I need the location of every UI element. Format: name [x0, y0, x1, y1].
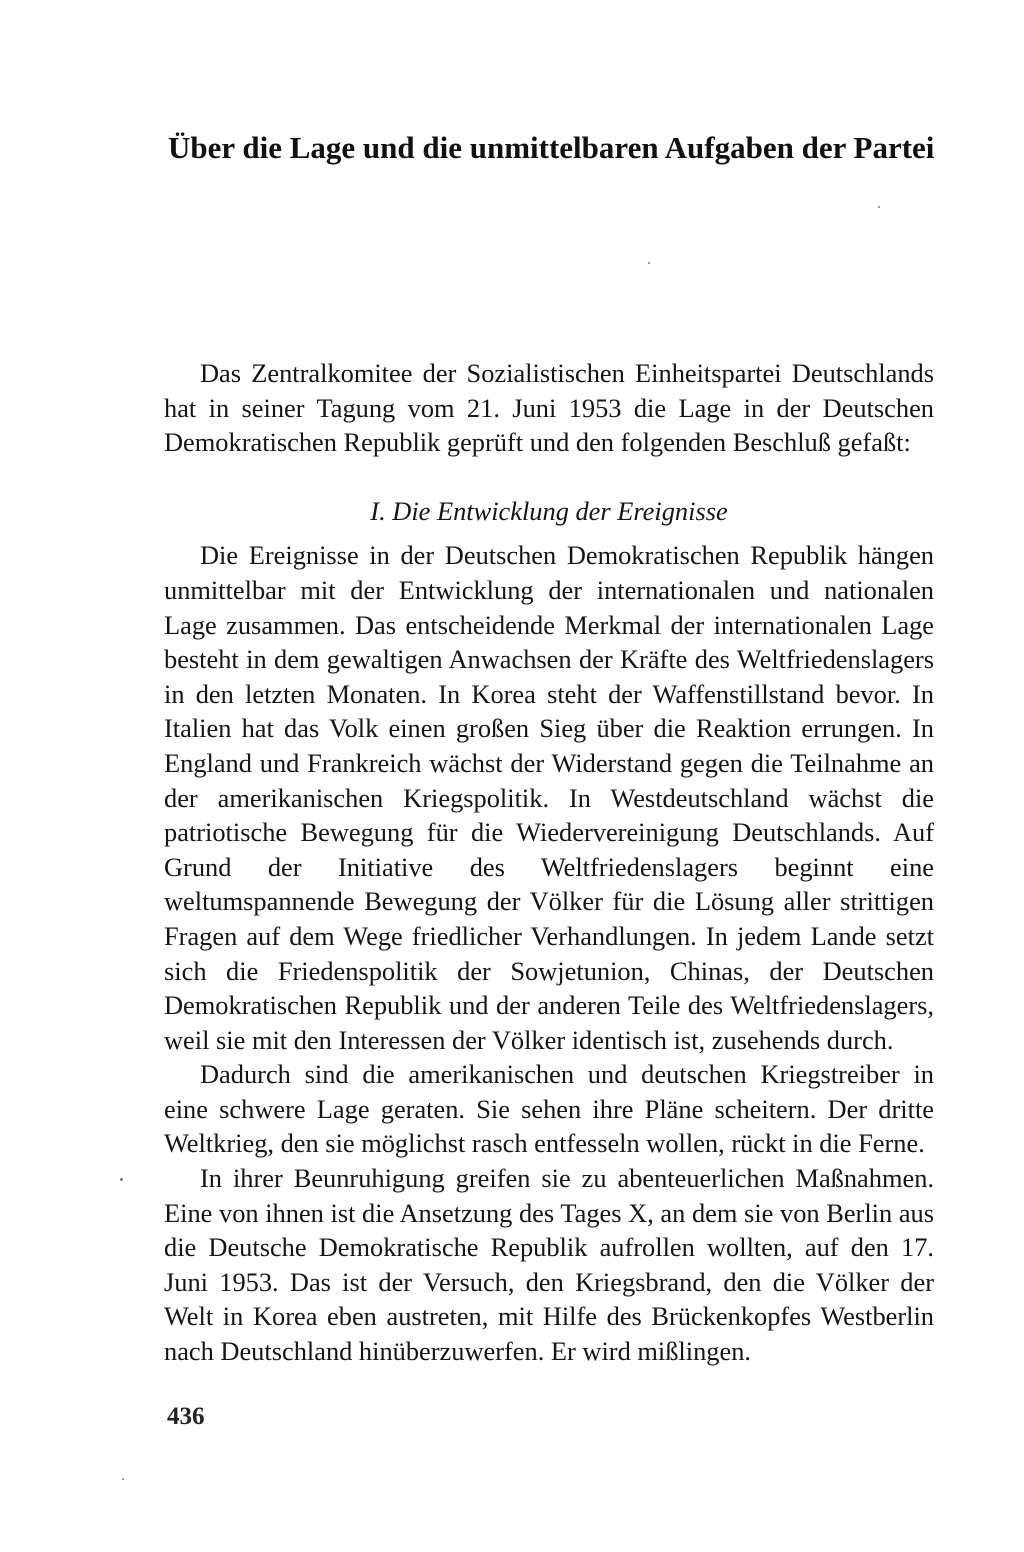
body-text	[164, 356, 934, 1369]
scan-speck	[120, 1178, 123, 1181]
body-paragraph: In ihrer Beunruhigung greifen sie zu abenteuerlichen Maßnahmen. Eine von ihnen ist die Ansetzung des Tages X, an dem sie von Berlin aus die Deutsche Demokratische Republik aufrollen wollten, auf den 17. Juni 1953. Das ist der Versuch, den Kriegsbrand, den die Völker der Welt in Korea eben austreten, mit Hilfe des Brückenkopfes Westberlin nach Deutschland hinüberzuwerfen. Er wird mißlingen.	[164, 1163, 934, 1367]
page-title: Über die Lage und die unmittelbaren Aufgaben der Partei	[168, 130, 935, 165]
scan-speck	[648, 262, 650, 264]
body-paragraph: Dadurch sind die amerikanischen und deutschen Kriegstreiber in eine schwere Lage geraten. Sie sehen ihre Pläne scheitern. Der dritte Weltkrieg, den sie möglichst rasch entfesseln wollen, rückt in die Ferne.	[164, 1059, 934, 1159]
scan-speck	[878, 206, 880, 208]
body-paragraph: Die Ereignisse in der Deutschen Demokratischen Republik hängen unmittelbar mit der Entwicklung der internationalen und nationalen Lage zusammen. Das entscheidende Merkmal der internationalen Lage besteht in dem gewaltigen Anwachsen der Kräfte des Weltfriedenslagers in den letzten Monaten. In Korea steht der Waffenstillstand bevor. In Italien hat das Volk einen großen Sieg über die Reaktion errungen. In England und Frankreich wächst der Widerstand gegen die Teilnahme an der amerikanischen Kriegspolitik. In Westdeutschland wächst die patriotische Bewegung für die Wiedervereinigung Deutschlands. Auf Grund der Initiative des Weltfriedenslagers beginnt eine weltumspannende Bewegung der Völker für die Lösung aller strittigen Fragen auf dem Wege friedlicher Verhandlungen. In jedem Lande setzt sich die Friedenspolitik der Sowjetunion, Chinas, der Deutschen Demokratischen Republik und der anderen Teile des Weltfriedenslagers, weil sie mit den Interessen der Völker identisch ist, zusehends durch.	[164, 540, 934, 1055]
intro-paragraph: Das Zentralkomitee der Sozialistischen Einheitspartei Deutschlands hat in seiner Tagung vom 21. Juni 1953 die Lage in der Deutschen Demokratischen Republik geprüft und den folgenden Beschluß gefaßt:	[164, 358, 934, 458]
scan-speck	[122, 1478, 124, 1480]
section-heading: I. Die Entwicklung der Ereignisse	[370, 495, 728, 526]
page-number: 436	[167, 1403, 205, 1430]
